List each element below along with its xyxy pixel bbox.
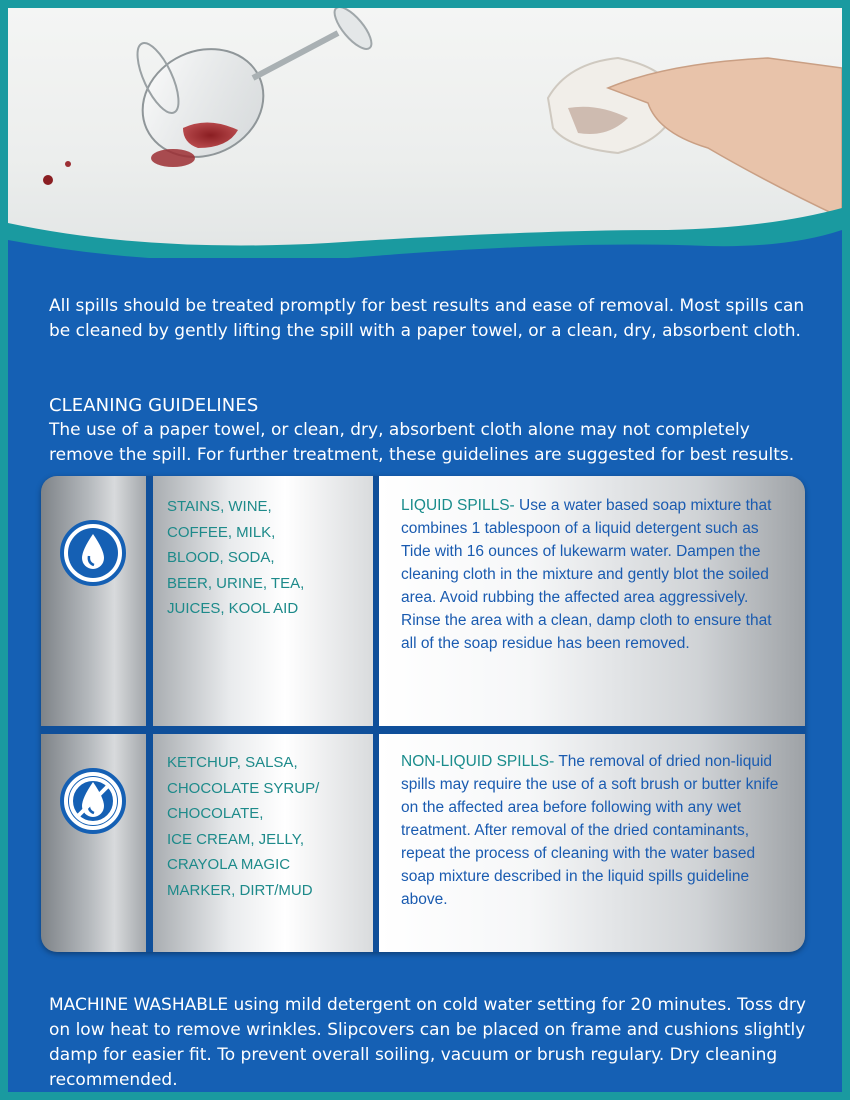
table-row-2-items-cell xyxy=(153,734,373,952)
table-row-1-items-cell xyxy=(153,476,373,726)
page-frame xyxy=(8,8,842,1092)
cleaning-guidelines-section xyxy=(49,393,809,468)
list-item: ICE CREAM, JELLY, xyxy=(167,830,304,848)
cleaning-guidelines-table xyxy=(41,476,805,952)
table-row-1-icon-cell xyxy=(41,476,146,726)
stain-list-liquid xyxy=(167,494,304,622)
list-item: BLOOD, SODA, xyxy=(167,549,275,566)
list-item: CHOCOLATE, xyxy=(167,805,264,822)
non-liquid-spills-title: NON-LIQUID SPILLS- xyxy=(401,753,555,770)
non-liquid-spills-text: The removal of dried non-liquid spills may require the use of a soft brush or butter knife on the affected area before following with any wet treatment. After removal of the dried contaminants, repeat the process of cleaning with the water based soap mixture described in the liquid spills guideline above. xyxy=(401,753,779,908)
spilled-wine-photo xyxy=(8,8,842,258)
list-item: CHOCOLATE SYRUP/ xyxy=(167,779,320,797)
list-item: KETCHUP, SALSA, xyxy=(167,754,298,771)
liquid-spills-description xyxy=(401,494,787,655)
list-item: CRAYOLA MAGIC xyxy=(167,856,291,873)
intro-paragraph: All spills should be treated promptly for best results and ease of removal. Most spills can be cleaned by gently lifting the spill with a paper towel, or a clean, dry, absorbent cloth. xyxy=(49,296,805,341)
list-item: JUICES, KOOL AID xyxy=(167,600,299,617)
hero-photo xyxy=(8,8,842,258)
list-item: MARKER, DIRT/MUD xyxy=(167,881,313,899)
stain-list-non-liquid xyxy=(167,750,319,903)
water-drop-icon xyxy=(58,518,128,588)
list-item: COFFEE, MILK, xyxy=(167,523,276,541)
list-item: STAINS, WINE, xyxy=(167,498,272,515)
table-row-2-description-cell xyxy=(379,734,805,952)
table-row-1-description-cell xyxy=(379,476,805,726)
liquid-spills-text: Use a water based soap mixture that combines 1 tablespoon of a liquid detergent such as Tide with 16 ounces of lukewarm water. Dampen the cleaning cloth in the mixture and gently blot the soiled area. Avoid rubbing the affected area aggressively. Rinse the area with a clean, damp cloth to ensure that all of the soap residue has been removed. xyxy=(401,497,772,652)
liquid-spills-title: LIQUID SPILLS- xyxy=(401,497,515,514)
cleaning-guidelines-body: The use of a paper towel, or clean, dry, absorbent cloth alone may not completely remove the spill. For further treatment, these guidelines are suggested for best results. xyxy=(49,420,795,465)
table-row-2-icon-cell xyxy=(41,734,146,952)
no-water-drop-icon xyxy=(58,766,128,836)
cleaning-guidelines-heading: CLEANING GUIDELINES xyxy=(49,395,259,416)
care-instructions-footer: MACHINE WASHABLE using mild detergent on cold water setting for 20 minutes. Toss dry on low heat to remove wrinkles. Slipcovers can be placed on frame and cushions slightly damp for easier fit. To prevent overall soiling, vacuum or brush regulary. Dry cleaning recommended. xyxy=(49,995,806,1090)
non-liquid-spills-description xyxy=(401,750,787,911)
list-item: BEER, URINE, TEA, xyxy=(167,574,305,592)
